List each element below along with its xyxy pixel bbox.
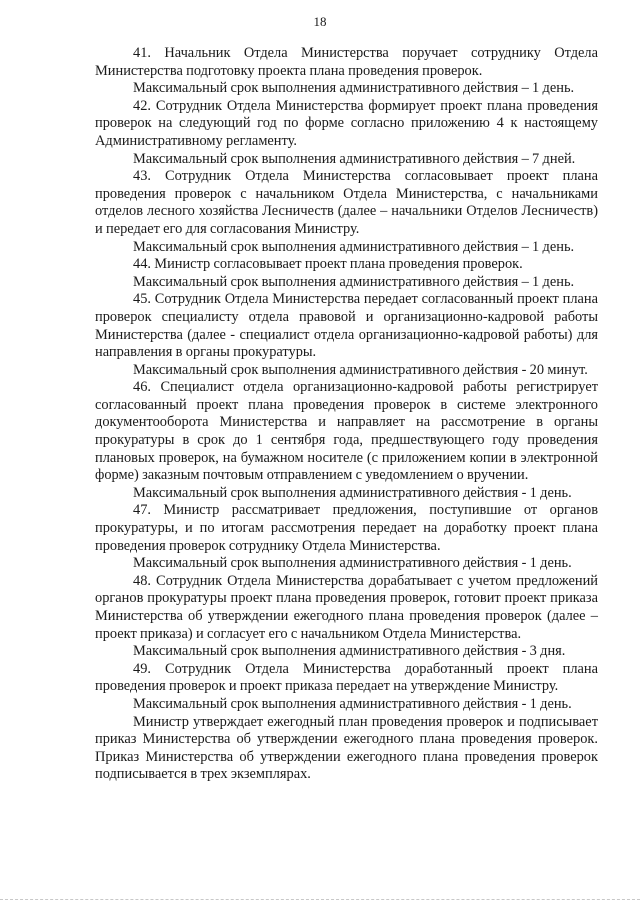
- paragraph-45: 45. Сотрудник Отдела Министерства передает согласованный проект плана проверок специалисту отдела правовой и организационно-кадровой работы Министерства (далее - специалист отдела организационно-кадровой работы) для направления в органы прокуратуры.: [95, 291, 598, 361]
- deadline-41: Максимальный срок выполнения административного действия – 1 день.: [133, 80, 575, 97]
- paragraph-47: 47. Министр рассматривает предложения, поступившие от органов прокуратуры, и по итогам рассмотрения передает на доработку проект плана проведения проверок сотруднику Отдела Министерства.: [95, 502, 598, 554]
- deadline-42: Максимальный срок выполнения административного действия – 7 дней.: [133, 150, 576, 167]
- paragraph-46: 46. Специалист отдела организационно-кадровой работы регистрирует согласованный проект плана проведения проверок в системе электронного документооборота Министерства и направляет на рассмотрение в органы прокуратуры в срок до 1 сентября года, предшествующего году проведения плановых проверок, на бумажном носителе (с приложением копии в электронной форме) заказным почтовым отправлением с уведомлением о вручении.: [95, 379, 598, 484]
- paragraph-49: 49. Сотрудник Отдела Министерства доработанный проект плана проведения проверок и проект приказа передает на утверждение Министру.: [95, 660, 598, 695]
- paragraph-42: 42. Сотрудник Отдела Министерства формирует проект плана проведения проверок на следующий год по форме согласно приложению 4 к настоящему Административному регламенту.: [95, 97, 598, 149]
- deadline-43: Максимальный срок выполнения административного действия – 1 день.: [133, 238, 575, 255]
- paragraph-43: 43. Сотрудник Отдела Министерства согласовывает проект плана проведения проверок с начальником Отдела Министерства, с начальниками отделов лесного хозяйства Лесничеств (далее – начальники Отделов Лесничеств) и передает его для согласования Министру.: [95, 168, 598, 237]
- paragraph-41: 41. Начальник Отдела Министерства поручает сотруднику Отдела Министерства подготовку проекта плана проведения проверок.: [95, 45, 598, 79]
- deadline-45: Максимальный срок выполнения административного действия - 20 минут.: [133, 361, 588, 378]
- scan-edge-line: [0, 899, 640, 900]
- deadline-46: Максимальный срок выполнения административного действия - 1 день.: [133, 484, 572, 501]
- paragraph-approval: Министр утверждает ежегодный план проведения проверок и подписывает приказ Министерства об утверждении ежегодного плана проведения проверок. Приказ Министерства об утверждении ежегодного плана проведения проверок подписывается в трех экземплярах.: [95, 713, 598, 783]
- deadline-48: Максимальный срок выполнения административного действия - 3 дня.: [133, 643, 566, 660]
- document-body: [95, 45, 598, 784]
- deadline-47: Максимальный срок выполнения административного действия - 1 день.: [133, 555, 572, 572]
- page-number: 18: [313, 14, 327, 29]
- deadline-49: Максимальный срок выполнения административного действия - 1 день.: [133, 695, 572, 712]
- deadline-44: Максимальный срок выполнения административного действия – 1 день.: [133, 273, 575, 290]
- paragraph-44: 44. Министр согласовывает проект плана проведения проверок.: [133, 256, 523, 273]
- paragraph-48: 48. Сотрудник Отдела Министерства дорабатывает с учетом предложений органов прокуратуры проект плана проведения проверок, готовит проект приказа Министерства об утверждении ежегодного плана проведения проверок (далее – проект приказа) и согласует его с начальником Отдела Министерства.: [95, 572, 598, 642]
